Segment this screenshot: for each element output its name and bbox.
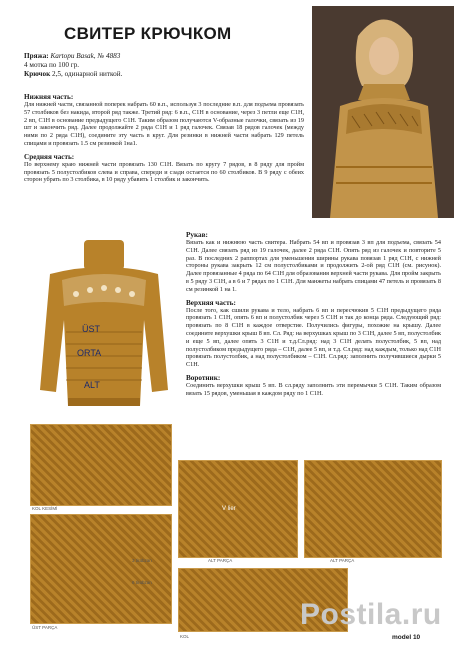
yarn-amount: 4 мотка по 100 гр.: [24, 61, 80, 69]
sketch-label-alt: ALT: [84, 380, 100, 390]
sleeve-text: Вязать как и нижнюю часть свитера. Набрать 54 вп и провязав 3 вп для подъема, связать 54 С1Н. Далее связать ряд из 19 галочек, далее 2 ряда С1Н. Опять ряд из галочек и повторите 5 раз. В последних 2 раппортах для уменьшения ширины рукава повязав 1 ряд С1Н, с нижней стороны рукава закрыть 12 см полустолбиками и продолжить 2-ой ряд С1Н (см. рисунок). Далее провязанные 4 ряда по 64 С1Н для образования верхней части рукава. Для пройм закрыть в 5 ряду 3 С1Н, а в 6 и 7 рядах по 1 С1Н. Для манжеты набрать спицами 47 петель и провязать 8 см резинкой 1 на 1.: [186, 239, 441, 293]
caption-3-tirabzan: 3 tirabzan: [132, 558, 152, 563]
swatch-alt-parca-2: [304, 460, 442, 558]
upper-heading: Верхняя часть:: [186, 298, 236, 307]
lower-text: Для нижней части, связанной поперек набрать 60 в.п., используя 3 последние в.п. для подъема провязать 57 столбиков без накида, второй ряд также. Третий ряд: 6 в.п., С1Н в основание, через 3 петли еще С1Н, 2 вп, С1Н в основание предыдущего С1Н. Таким образом получаются V-образные галочки, связать из 19 шт и закончить ряд. Далее продолжайте 2 ряда С1Н и 1 ряд галочек. Связав 18 рядов галочек (между ними по 2 ряда С1Н), соедините эту часть в круг. Для резинки в нижней части набрать 129 петель спицами и провязать 1.5 см резинкой 1на1.: [24, 101, 304, 147]
caption-v-lier: V lier: [222, 506, 236, 512]
swatch-kol-kesimi: [30, 424, 172, 506]
yarn-label: Пряжа:: [24, 52, 49, 60]
sketch-label-orta: ORTA: [77, 348, 102, 358]
left-text-column: [24, 88, 304, 184]
yarn-brand: Kartopu Basak, № 4883: [50, 52, 121, 60]
swatch-ust-parca: [30, 514, 172, 624]
materials-block: [24, 52, 304, 79]
hook-value: 2,5, одинарной ниткой.: [52, 70, 123, 78]
caption-kol-kesimi: KOL KESİMİ: [32, 506, 58, 511]
page-title: СВИТЕР КРЮЧКОМ: [64, 24, 232, 43]
caption-alt-parca-1: ALT PARÇA: [208, 558, 233, 563]
sweater-diagram: [36, 240, 171, 418]
caption-6-tirabzan: 6 tirabzan: [132, 580, 152, 585]
sleeve-heading: Рукав:: [186, 231, 208, 239]
caption-kol: KOL: [180, 634, 190, 639]
collar-text: Соединить верхушки крыш 5 вп. В сл.ряду заполнить эти перемычки 5 С1Н. Таким образом вязать 15 рядов, уменьшая в каждом ряду по 1 С1Н.: [186, 381, 441, 397]
sweater-diagram-svg: [36, 240, 171, 418]
right-text-column: [186, 226, 441, 398]
watermark: Postila.ru: [300, 598, 442, 631]
caption-alt-parca-2: ALT PARÇA: [330, 558, 355, 563]
swatch-alt-parca-1: [178, 460, 298, 558]
collar-heading: Воротник:: [186, 373, 221, 382]
caption-ust-parca: ÜST PARÇA: [32, 625, 58, 630]
hook-label: Крючок: [24, 70, 51, 78]
model-photo: [312, 6, 454, 218]
model-photo-illustration: [312, 6, 454, 218]
lower-heading: Нижняя часть:: [24, 93, 74, 101]
sketch-label-ust: ÜST: [82, 324, 100, 334]
upper-text: После того, как сшили рукава и тело, набрать 6 вп и пересчюкив 5 С1Н предыдущего ряда провязать 1 С1Н, опять 6 вп и полустолбик через 5 С1Н и так до конца ряда. Следующий ряд: провязать по 8 С1Н в каждое отверстие. Получились фигуры, похожие на крышу. Далее соедините верхушки крыш 8 вп. Сл. Ряд: на верхушках крыш по 3 С1Н, далее 5 вп, полустолбик и еще 5 вп, далее опять 3 С1Н и т.д.Сл.ряд: над 3 С1Н делать полустолбик, 5 вп, над полустолбиком предыдущего ряда – С1Н, далее 5 вп, и т.д. Сл.ряд: над каждым, только над С1Н провязать полустолбик, а над полустолбиком – С1Н. Сл.ряд: заполнить получившиеся дырки 5 С1Н.: [186, 306, 441, 369]
middle-text: По верхнему краю нижней части провязать 130 С1Н. Вязать по кругу 7 рядов, в 8 ряду для пройм провязать 5 полустолбиков слева и справа, спереди и сзади остается по 60 столбиков. В 9 ряду с обеих сторон убрать по 3 столбика, в 10 ряду убавить 1 столбик и закончить.: [24, 160, 304, 184]
footer-model: model 10: [392, 634, 421, 641]
middle-heading: Средняя часть:: [24, 152, 75, 161]
